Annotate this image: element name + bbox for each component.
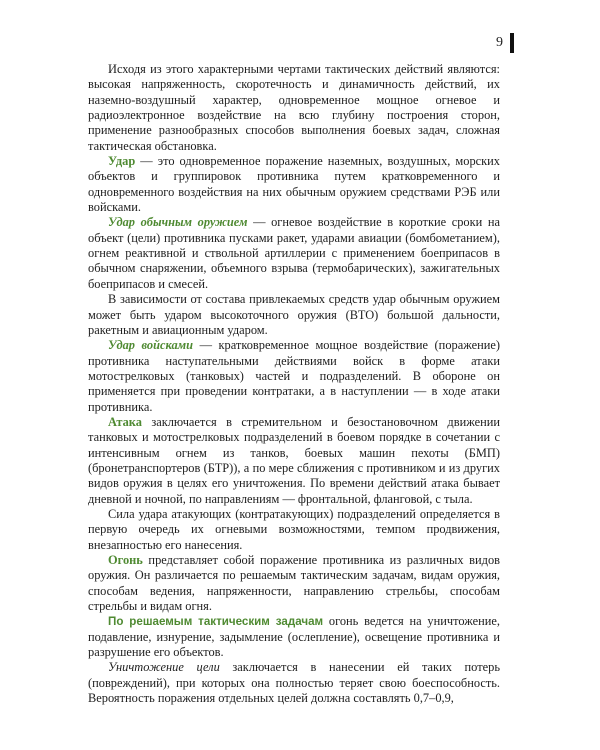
paragraph-udar-oruzhiem: Удар обычным оружием — огневое воздействие в короткие сроки на объект (цели) противника пусками ракет, ударами авиации (бомбометанием), огнем реактивной и ствольной артиллерии с применением боеприпасов в обычном снаряжении, объемного взрыва (термобарических), зажигательных боеприпасов и смесей. — [88, 215, 500, 291]
paragraph-udar: Удар — это одновременное поражение наземных, воздушных, морских объектов и группировок противника путем кратковременного и одновременного воздействия на них обычным оружием средствами РЭБ или войсками. — [88, 154, 500, 215]
page-number: 9 — [496, 35, 503, 50]
paragraph-sila-udara: Сила удара атакующих (контратакующих) подразделений определяется в первую очередь их огневыми возможностями, темпом продвижения, внезапностью его нанесения. — [88, 506, 500, 552]
page-marker-bar — [510, 33, 514, 53]
page-header — [496, 33, 514, 53]
term-udar-voiskami: Удар войсками — [108, 338, 194, 353]
term-zadachi: По решаемым тактическим задачам — [108, 615, 324, 629]
paragraph-ataka: Атака заключается в стремительном и безостановочном движении танковых и мотострелковых подразделений в боевом порядке в сочетании с интенсивным огнем из танков, боевых машин пехоты (БМП) (бронетранспортеров (БТР)), а по мере сближения с противником и из других видов оружия в целях его уничтожения. По времени действий атака бывает дневной и ночной, по направлениям — фронтальной, фланговой, с тыла. — [88, 414, 500, 506]
paragraph-udar-voiskami: Удар войсками — кратковременное мощное воздействие (поражение) противника наступательными действиями войск в форме атаки мотострелковых (танковых) частей и подразделений. В обороне он применяется при проведении контратаки, а в наступлении — в ходе атаки противника. — [88, 338, 500, 414]
paragraph-sostav: В зависимости от состава привлекаемых средств удар обычным оружием может быть ударом высокоточного оружия (ВТО) большой дальности, ракетным и авиационным ударом. — [88, 292, 500, 337]
paragraph-zadachi: По решаемым тактическим задачам огонь ведется на уничтожение, подавление, изнурение, задымление (ослепление), освещение противника и разрушение его объектов. — [88, 614, 500, 660]
term-unichtozhenie: Уничтожение цели — [108, 660, 220, 675]
term-ataka: Атака — [108, 414, 142, 429]
paragraph-unichtozhenie: Уничтожение цели заключается в нанесении ей таких потерь (повреждений), при которых она полностью теряет свою боеспособность. Вероятность поражения отдельных целей должна составлять 0,7–0,9, — [88, 660, 500, 706]
paragraph-intro: Исходя из этого характерными чертами тактических действий являются: высокая напряженность, скоротечность и динамичность действий, их наземно-воздушный характер, одновременное мощное огневое и радиоэлектронное воздействие на всю глубину построения сторон, применение разнообразных способов выполнения боевых задач, сложная тактическая обстановка. — [88, 62, 500, 153]
paragraph-ogon: Огонь представляет собой поражение противника из различных видов оружия. Он различается по решаемым тактическим задачам, видам оружия, способам ведения, напряженности, направлению стрельбы, способам стрельбы и видам огня. — [88, 553, 500, 614]
term-ogon: Огонь — [108, 553, 143, 567]
term-udar-oruzhiem: Удар обычным оружием — [108, 215, 248, 230]
term-udar: Удар — [108, 154, 136, 169]
body-text — [88, 62, 500, 706]
